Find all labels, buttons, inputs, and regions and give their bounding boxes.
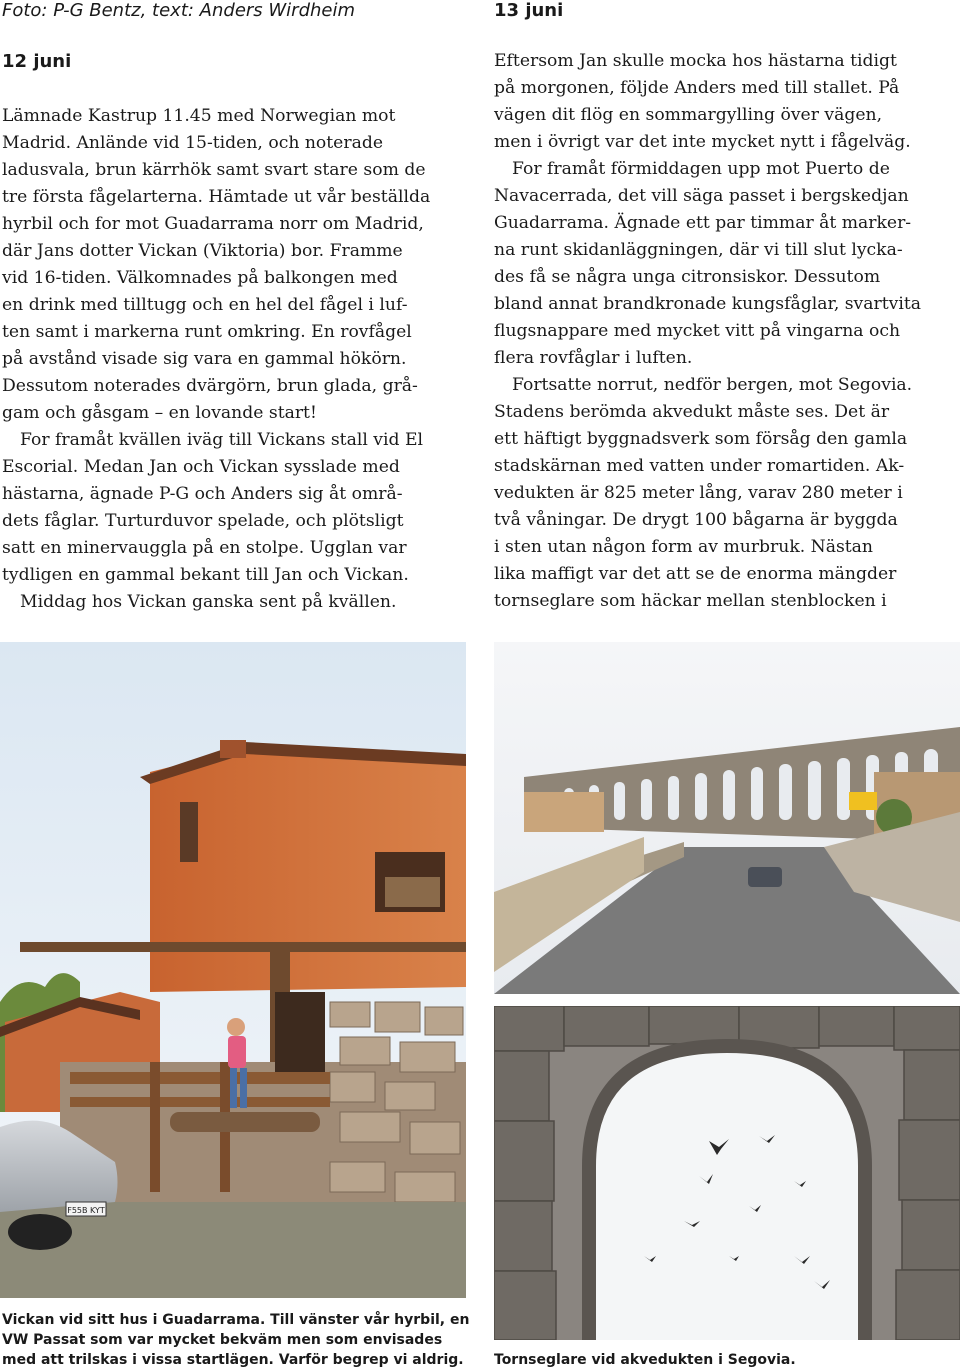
photo-credit: Foto: P-G Bentz, text: Anders Wirdheim xyxy=(2,0,356,21)
body-line: ten samt i markerna runt omkring. En rovfågel xyxy=(2,322,412,342)
caption-line: Tornseglare vid akvedukten i Segovia. xyxy=(494,1352,796,1368)
body-line: For framåt kvällen iväg till Vickans stall vid El xyxy=(20,430,423,450)
body-line: i sten utan någon form av murbruk. Nästan xyxy=(494,537,873,557)
body-line: men i övrigt var det inte mycket nytt i fågelväg. xyxy=(494,132,911,152)
arch-photo-caption xyxy=(494,1350,796,1370)
house-photo-caption xyxy=(2,1310,469,1370)
aqueduct-photo xyxy=(494,642,960,994)
body-line: stadskärnan med vatten under romartiden. Ak- xyxy=(494,456,905,476)
body-line: satt en minervauggla på en stolpe. Ugglan var xyxy=(2,538,407,558)
body-line: flera rovfåglar i luften. xyxy=(494,348,693,368)
right-text-column xyxy=(494,0,921,615)
section-heading-13-juni: 13 juni xyxy=(494,0,564,21)
caption-line: VW Passat som var mycket bekväm men som envisades xyxy=(2,1332,443,1348)
body-line: tydligen en gammal bekant till Jan och Vickan. xyxy=(2,565,409,585)
left-text-column xyxy=(2,51,430,616)
body-line: For framåt förmiddagen upp mot Puerto de xyxy=(512,159,890,179)
house-photo xyxy=(0,642,466,1298)
body-line: hästarna, ägnade P-G och Anders sig åt områ- xyxy=(2,484,403,504)
body-line: på morgonen, följde Anders med till stallet. På xyxy=(494,78,900,98)
car-plate: F55B KYT xyxy=(67,1206,105,1215)
body-line: på avstånd visade sig vara en gammal hökörn. xyxy=(2,349,407,369)
body-line: Guadarrama. Ägnade ett par timmar åt marker- xyxy=(494,213,912,233)
body-line: Fortsatte norrut, nedför bergen, mot Segovia. xyxy=(512,375,913,395)
caption-line: med att trilskas i vissa startlägen. Varför begrep vi aldrig. xyxy=(2,1352,464,1368)
body-line: hyrbil och for mot Guadarrama norr om Madrid, xyxy=(2,214,424,234)
body-line: Escorial. Medan Jan och Vickan sysslade med xyxy=(2,457,400,477)
body-line: Lämnade Kastrup 11.45 med Norwegian mot xyxy=(2,106,396,126)
body-line: Madrid. Anlände vid 15-tiden, och noterade xyxy=(2,133,383,153)
body-line: vid 16-tiden. Välkomnades på balkongen med xyxy=(2,268,398,288)
body-line: en drink med tilltugg och en hel del fågel i luf- xyxy=(2,295,408,315)
body-line: tre första fågelarterna. Hämtade ut vår beställda xyxy=(2,187,431,207)
body-line: ett häftigt byggnadsverk som försåg den gamla xyxy=(494,429,908,449)
arch-photo xyxy=(494,1006,960,1340)
body-line: Stadens berömda akvedukt måste ses. Det är xyxy=(494,402,890,422)
body-line: vägen dit flög en sommargylling över vägen, xyxy=(494,105,883,125)
body-line: tornseglare som häckar mellan stenblocken i xyxy=(494,591,887,611)
section-heading-12-juni: 12 juni xyxy=(2,51,72,72)
body-line: dets fåglar. Turturduvor spelade, och plötsligt xyxy=(2,511,404,531)
body-line: flugsnappare med mycket vitt på vingarna och xyxy=(494,321,901,341)
body-line: bland annat brandkronade kungsfåglar, svartvita xyxy=(494,294,922,314)
body-line: Middag hos Vickan ganska sent på kvällen. xyxy=(20,592,397,612)
body-line: vedukten är 825 meter lång, varav 280 meter i xyxy=(494,483,903,503)
body-line: Navacerrada, det vill säga passet i bergskedjan xyxy=(494,186,909,206)
body-line: där Jans dotter Vickan (Viktoria) bor. Framme xyxy=(2,241,403,261)
body-line: na runt skidanläggningen, där vi till slut lycka- xyxy=(494,240,903,260)
body-line: Eftersom Jan skulle mocka hos hästarna tidigt xyxy=(494,51,897,71)
body-line: Dessutom noterades dvärgörn, brun glada, grå- xyxy=(2,376,418,396)
body-line: ladusvala, brun kärrhök samt svart stare som de xyxy=(2,160,426,180)
body-line: lika maffigt var det att se de enorma mängder xyxy=(494,564,897,584)
body-line: gam och gåsgam – en lovande start! xyxy=(2,403,317,423)
body-line: des få se några unga citronsiskor. Dessutom xyxy=(494,267,881,287)
caption-line: Vickan vid sitt hus i Guadarrama. Till vänster vår hyrbil, en xyxy=(2,1312,470,1328)
body-line: två våningar. De drygt 100 bågarna är byggda xyxy=(494,510,898,530)
